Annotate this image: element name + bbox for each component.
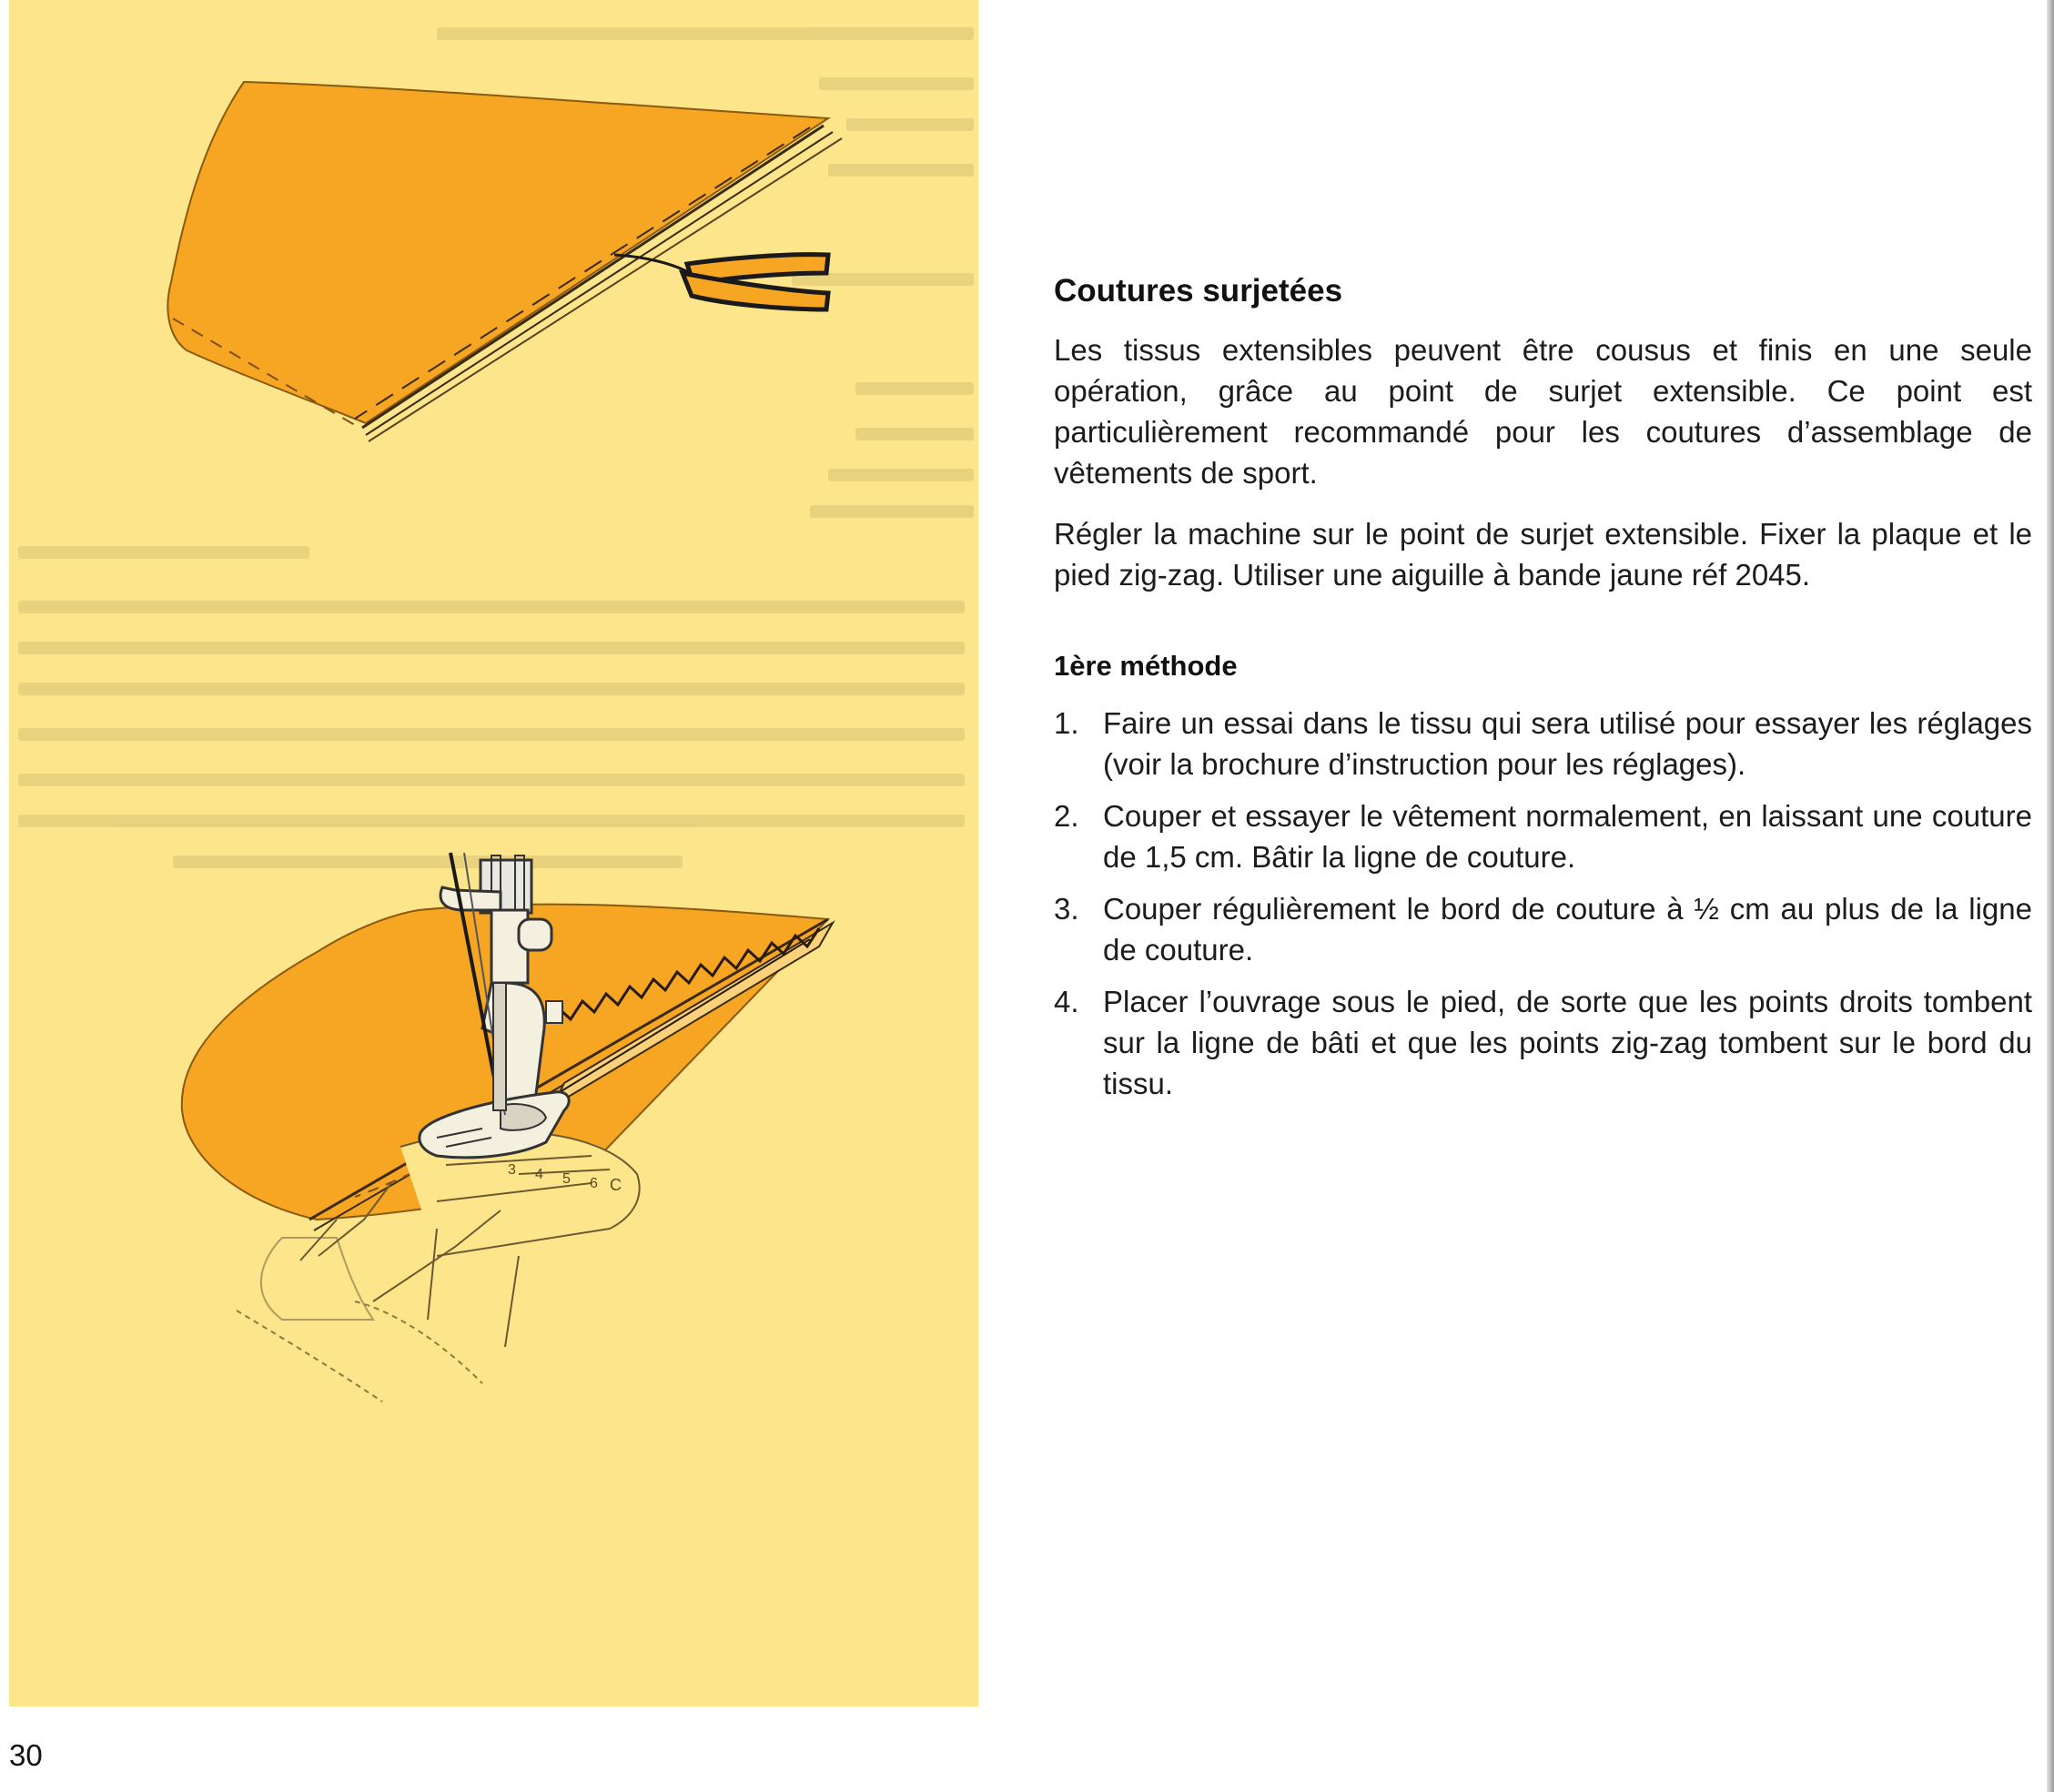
fabric-top-piece xyxy=(167,82,828,423)
sewing-illustrations xyxy=(9,0,978,1706)
step-text: Faire un essai dans le tissu qui sera utilisé pour essayer les réglages (voir la brochure d’instruction pour les réglages). xyxy=(1103,706,2032,781)
svg-text:4: 4 xyxy=(535,1167,543,1182)
page-edge-shadow xyxy=(2047,0,2054,1792)
section-title: Coutures surjetées xyxy=(1054,273,1343,309)
step-number: 2. xyxy=(1054,799,1079,833)
step-text: Placer l’ouvrage sous le pied, de sorte que les points droits tombent sur la ligne de bâti et que les points zig-zag tombent sur le bord du tissu. xyxy=(1103,985,2032,1100)
intro-paragraph: Les tissus extensibles peuvent être cousus et finis en une seule opération, grâce au point de surjet extensible. Ce point est particulièrement recommandé pour les coutures d’assemblage de vêtements de sport. xyxy=(1054,333,2032,490)
list-item xyxy=(1054,795,2032,877)
svg-text:5: 5 xyxy=(562,1171,571,1187)
svg-text:6: 6 xyxy=(590,1176,598,1191)
fabric-basting-illustration xyxy=(167,82,842,441)
method-title: 1ère méthode xyxy=(1054,650,1238,682)
list-item xyxy=(1054,981,2032,1104)
step-number: 1. xyxy=(1054,706,1079,740)
step-number: 4. xyxy=(1054,985,1079,1018)
setup-paragraph: Régler la machine sur le point de surjet extensible. Fixer la plaque et le pied zig-zag. Utiliser une aiguille à bande jaune réf 2045. xyxy=(1054,517,2032,592)
list-item xyxy=(1054,888,2032,970)
step-text: Couper régulièrement le bord de couture à ½ cm au plus de la ligne de couture. xyxy=(1103,892,2032,967)
instructions-column xyxy=(1054,273,2032,1115)
step-number: 3. xyxy=(1054,892,1079,926)
list-item xyxy=(1054,703,2032,785)
svg-text:3: 3 xyxy=(508,1162,516,1178)
illustration-panel xyxy=(9,0,978,1706)
svg-text:C: C xyxy=(610,1176,622,1194)
method-steps xyxy=(1054,703,2032,1104)
needle xyxy=(493,983,506,1110)
page-number: 30 xyxy=(9,1738,43,1772)
foot-screw xyxy=(519,919,551,950)
presser-foot-illustration xyxy=(182,853,833,1402)
step-text: Couper et essayer le vêtement normalement, en laissant une couture de 1,5 cm. Bâtir la ligne de couture. xyxy=(1103,799,2032,874)
